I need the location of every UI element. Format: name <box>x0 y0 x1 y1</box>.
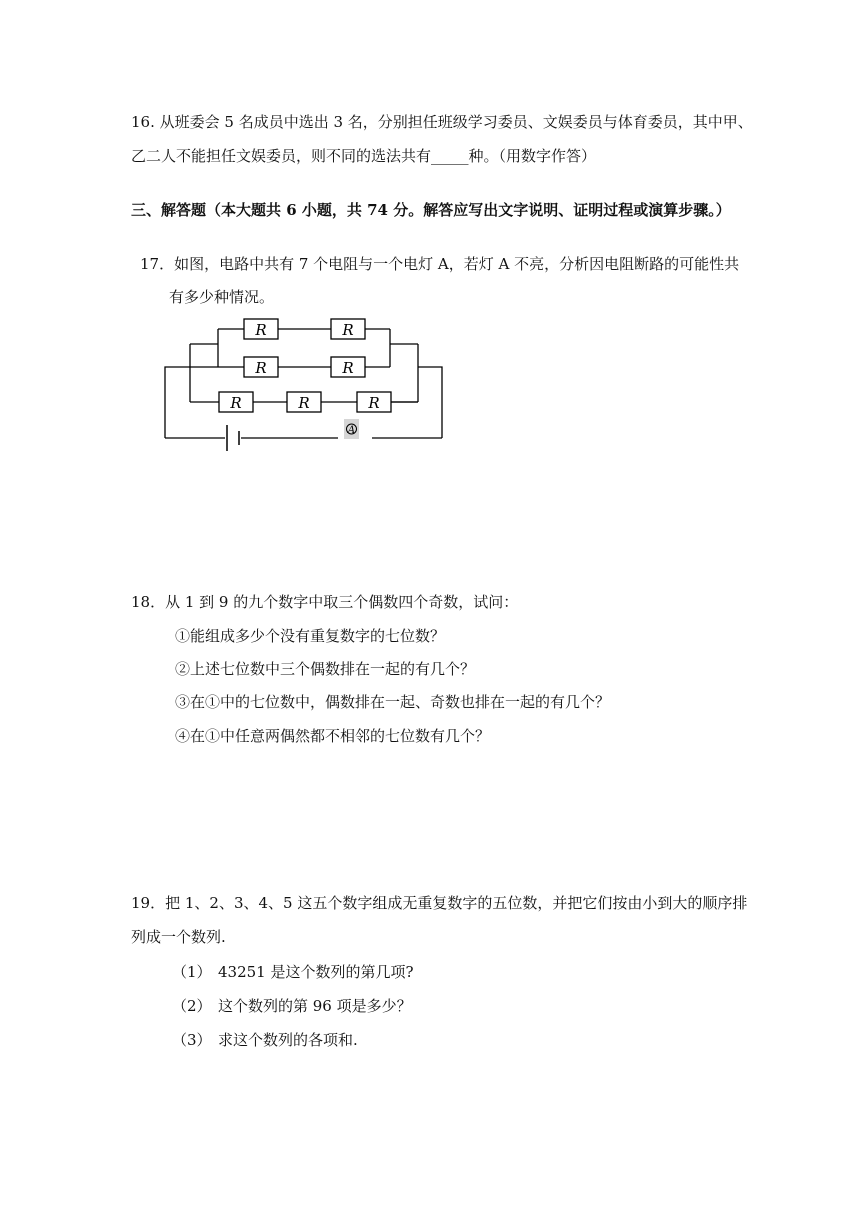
q19-part-1 <box>172 962 414 982</box>
resistor-label: R <box>298 394 310 412</box>
q17-line-1: 17．如图，电路中共有 7 个电阻与一个电灯 A，若灯 A 不亮，分析因电阻断路的可能性共 <box>140 255 740 273</box>
resistor-label: R <box>230 394 242 412</box>
part-number: （1） <box>172 963 212 981</box>
part-number: （3） <box>172 1031 212 1049</box>
lamp-label: A <box>347 425 356 436</box>
q16-line-2: 乙二人不能担任文娱委员，则不同的选法共有_____种。（用数字作答） <box>131 147 597 165</box>
resistor-label: R <box>255 321 267 339</box>
circuit-diagram <box>160 315 460 455</box>
part-number: （2） <box>172 997 212 1015</box>
resistor-label: R <box>342 321 354 339</box>
q18-item-4: ④在①中任意两偶然都不相邻的七位数有几个？ <box>175 727 491 745</box>
resistor-label: R <box>255 359 267 377</box>
q19-line-1: 19．把 1、2、3、4、5 这五个数字组成无重复数字的五位数，并把它们按由小到大的顺序排 <box>131 894 748 912</box>
resistor-r6 <box>287 392 321 412</box>
part-text: 这个数列的第 96 项是多少？ <box>218 997 412 1015</box>
section-3-heading: 三、解答题（本大题共 6 小题，共 74 分。解答应写出文字说明、证明过程或演算步骤。） <box>131 201 731 219</box>
q19-line-2: 列成一个数列. <box>131 928 226 946</box>
lamp-a <box>344 419 359 439</box>
resistor-r3 <box>244 357 278 377</box>
q18-item-3: ③在①中的七位数中，偶数排在一起、奇数也排在一起的有几个？ <box>175 693 611 711</box>
q18-stem: 18．从 1 到 9 的九个数字中取三个偶数四个奇数，试问： <box>131 593 519 611</box>
resistor-r4 <box>331 357 365 377</box>
q16-line-1: 16. 从班委会 5 名成员中选出 3 名，分别担任班级学习委员、文娱委员与体育委员，其中甲、 <box>131 113 753 131</box>
resistor-r2 <box>331 319 365 339</box>
resistor-label: R <box>342 359 354 377</box>
part-text: 43251 是这个数列的第几项? <box>218 963 414 981</box>
q19-part-3 <box>172 1030 358 1050</box>
resistor-r1 <box>244 319 278 339</box>
q19-part-2 <box>172 996 412 1016</box>
resistor-r7 <box>357 392 391 412</box>
q17-line-2: 有多少种情况。 <box>169 288 275 306</box>
part-text: 求这个数列的各项和. <box>218 1031 358 1049</box>
resistor-label: R <box>368 394 380 412</box>
q18-item-2: ②上述七位数中三个偶数排在一起的有几个？ <box>175 660 476 678</box>
resistor-r5 <box>219 392 253 412</box>
q18-item-1: ①能组成多少个没有重复数字的七位数？ <box>175 627 446 645</box>
